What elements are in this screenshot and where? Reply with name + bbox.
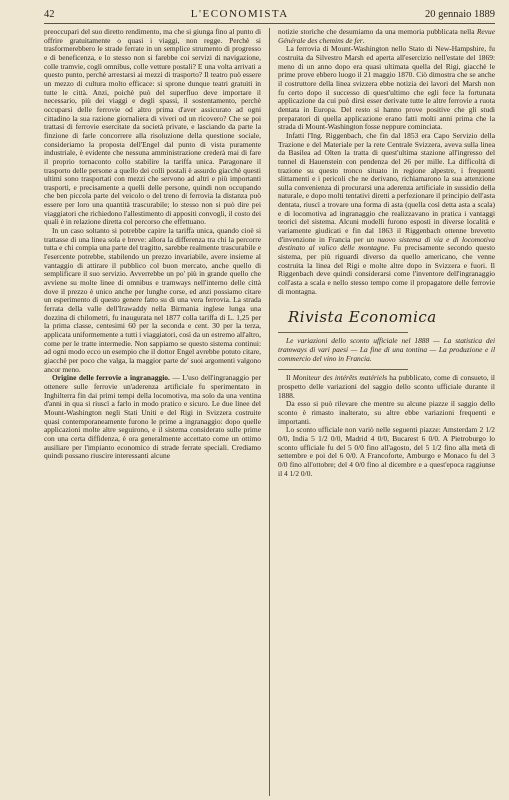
text-columns (44, 28, 495, 796)
publication-name: Revue Générale des chemins de fer (278, 28, 496, 45)
section-title: Rivista Economica (288, 308, 437, 327)
paragraph: In un caso soltanto si potrebbe capire la tariffa unica, quando cioè si trattasse di una linea sola e breve: allora la differenza tra chi la percorre tutta e chi compia una parte del tragitto, sarebbe realmente trascurabile e l'esercente potrebbe, stabilendo un prezzo invariabile, avere insieme al vantaggio di attirare il pubblico col buon mercato, anche quello di semplificare il suo servizio. Avverrebbe un po' più in grande quello che avviene su molte linee di omnibus e tramways nell'interno delle città dove il prezzo è unico anche per lunghe corse, ed anzi possiamo citare un esperimento di questo genere fatto su di una vera ferrovia. La strada ferrata della valle dell'Irawaddy nella Birmania inglese lunga una dozzina di chilometri, fu inaugurata nel 1877 colla tariffa di L. 1,25 per la prima classe, centesimi 60 per la seconda e cent. 30 per la terza, applicata uniformemente a tutti i viaggiatori, così da un estremo all'altro, come per le tratte intermedie. Non sappiamo se questo sistema continui: ad ogni modo ecco un esempio che il dottor Engel avrebbe potuto citare, giacchè per poco che valga, la maggior parte de' suoi argomenti valgono ancor meno. (44, 226, 262, 374)
text: ha pubblicato, come di consueto, il prospetto delle variazioni del saggio dello sconto ufficiale durante il 1888. (278, 373, 496, 400)
paragraph (278, 28, 495, 45)
paragraph (278, 374, 495, 400)
text: notizie storiche che desumiamo da una memoria pubblicata nella (278, 28, 477, 36)
text: Infatti l'Ing. Riggenbach, che fin dal 1853 era Capo Servizio della Trazione e del Materiale per la rete Centrale Svizzera, aveva sulla linea da Basilea ad Olten la tratta di quest'ultima stazione all'ingresso del tunnel di Hauenstein con pendenza del 26 per mille. La difficoltà di trazione su questo tronco situato in regione alpestre, i frequenti slittamenti e i pericoli che ne derivano, richiamarono la sua attenzione sulla convenienza di procurarsi una aderenza artificiale in sussidio della naturale, e dopo molti tentativi diretti a perfezionare il principio dell'asta dentata, riuscì a trovare una forma di asta (quella così detta asta a scala) e di locomotiva ad ingranaggio che realizzavano in pratica i vantaggi teorici del sistema. Alcuni modelli furono esposti in diverse località e variamente giudicati e fin dal 1863 il Riggenbach ottenne brevetto d'invenzione in Francia per (278, 130, 496, 244)
divider (278, 332, 408, 333)
paragraph: Da esso si può rilevare che mentre su alcune piazze il saggio dello sconto è rimasto inalterato, su altre ebbe variazioni frequenti e importanti. (278, 399, 496, 426)
paragraph-heading: Origine delle ferrovie a ingranaggio. (52, 373, 170, 383)
paragraph (278, 132, 495, 296)
paragraph-body: — L'uso dell'ingranaggio per ottenere sulle ferrovie un'aderenza artificiale fu sperimentato in Inghilterra fin dai primi tempi della locomotiva, ma solo da una ventina d'anni in qua si riuscì a farlo in modo pratico e sicuro. Le due linee del Mount-Washington negli Stati Uniti e del Rigi in Svizzera costruite quasi contemporaneamente furono le prime a ingranaggio: dopo quelle applicazioni molte altre seguirono, e il sistema considerato sulle prime con una certa diffidenza, è ora generalmente accettato come un ottimo ausiliare per l'impianto economico di strade ferrate speciali. Crediamo quindi possano riuscire interessanti alcune (44, 373, 262, 461)
text: . (362, 35, 365, 45)
paragraph: preoccupari del suo diretto rendimento, ma che si giunga fino al punto di offrire gratuitamente o quasi i viaggi, non regge. Perchè si trasformerebbero le strade ferrate in un semplice strumento di progresso e di beneficenza, e lo stesso non si farebbe coi servizi di navigazione, colle tramvie, cogli omnibus, colle vetture postali? E una volta arrivati a questo punto, perchè arrestarsi ai mezzi di trasporto? Il teatro può essere un mezzo di cultura molto efficace: si sprone dunque teatri gratuiti in tutte le città. Anzi, poichè può del superfluo deve importare il necessario, più dei viaggi e degli spassi, il sostentamento, perchè occuparsi delle ferrovie od altro prima d'aver assicurato ad ogni cittadino la sua razione giornaliera di viveri od un ricovero? Che se poi trattasi di ferrovie esercitate da società private, e lasciando da parte la finzione di farle concorrere alla risoluzione della questione sociale, consideriamo la proposta dell'Engel dal punto di vista puramente industriale, è evidente che nessuna amministrazione crederà mai di fare il proprio tornaconto collo stabilire la tariffa unica. Paragonare il trasporto delle persone a quello dei colli postali è assurdo giacchè questi ultimi sono trasportati con mezzi che servono ad altri e più importanti trasporti, e precisamente a quelli delle persone, quindi non occupando che ben piccola parte del veicolo o del treno di ferrovia la distanza può essere per loro una quantità trascurabile; lo stesso non si può dire pei viaggiatori che richiedono l'allestimento di appositi convogli, il costo dei quali è in relazione diretta col percorso che effettuano. (44, 28, 262, 227)
right-column (278, 28, 495, 796)
left-column (44, 28, 261, 796)
column-divider (269, 28, 270, 796)
paragraph: La ferrovia di Mount-Washington nello Stato di New-Hampshire, fu costruita da Silvestro Marsh ed aperta all'esercizio nell'estate del 1869: meno di un anno dopo era quasi ultimata quella del Rigi, giacchè le prime prove ebbero luogo il 21 maggio 1870. Ciò dimostra che se anche il costruttore della linea svizzera ebbe notizia dei lavori del Marsh non fu certo dopo il successo di quest'ultimo che egli fece la fortunata applicazione da cui può dirsi esser derivate tutte le altre ferrovie a ruota dentata in Europa. Del resto si hanno prove positive che gli studi preparatori di quella applicazione erano fatti molti anni prima che la strada di Mount-Washington fosse neppure cominciata. (278, 44, 496, 132)
journal-title: L'ECONOMISTA (190, 8, 289, 20)
issue-date: 20 gennaio 1889 (425, 9, 495, 20)
publication-name: Moniteur des intérêts matériels (292, 373, 388, 383)
patent-title: un nuovo sistema di via e di locomotiva destinato al valico delle montagne (278, 234, 496, 253)
paragraph (44, 374, 261, 461)
page-number: 42 (44, 9, 55, 20)
page-header (44, 8, 495, 24)
text: . Fu precisamente secondo questo sistema, per più riguardi diverso da quello americano, che venne costruita la linea del Rigi e molte altre dopo in Svizzera e fuori. Il Riggenbach deve quindi considerarsi come l'inventore dell'ingranaggio coll'asta a scala e nello stesso tempo come il propagatore delle ferrovie di montagna. (278, 243, 496, 296)
text: Il (286, 373, 293, 383)
section-summary: Le variazioni dello sconto ufficiale nel 1888 — La statistica dei tramways di vari paesi — La fine di una tontina — La produzione e il commercio del vino in Francia. (278, 336, 496, 363)
paragraph: Lo sconto ufficiale non variò nelle seguenti piazze: Amsterdam 2 1/2 0/0, India 5 1/2 0/0, Madrid 4 0/0, Bucarest 6 0/0. A Pietroburgo lo sconto ufficiale fu del 5 0/0 fino all'agosto, del 5 1/2 fino alla metà di settembre e poi del 6 0/0. A Francoforte, Amburgo e Monaco fu del 3 0/0 fino all'ottobre; del 4 0/0 fino al dicembre e a quest'epoca raggiunse il 4 1/2 0/0. (278, 425, 496, 478)
divider (278, 369, 408, 370)
